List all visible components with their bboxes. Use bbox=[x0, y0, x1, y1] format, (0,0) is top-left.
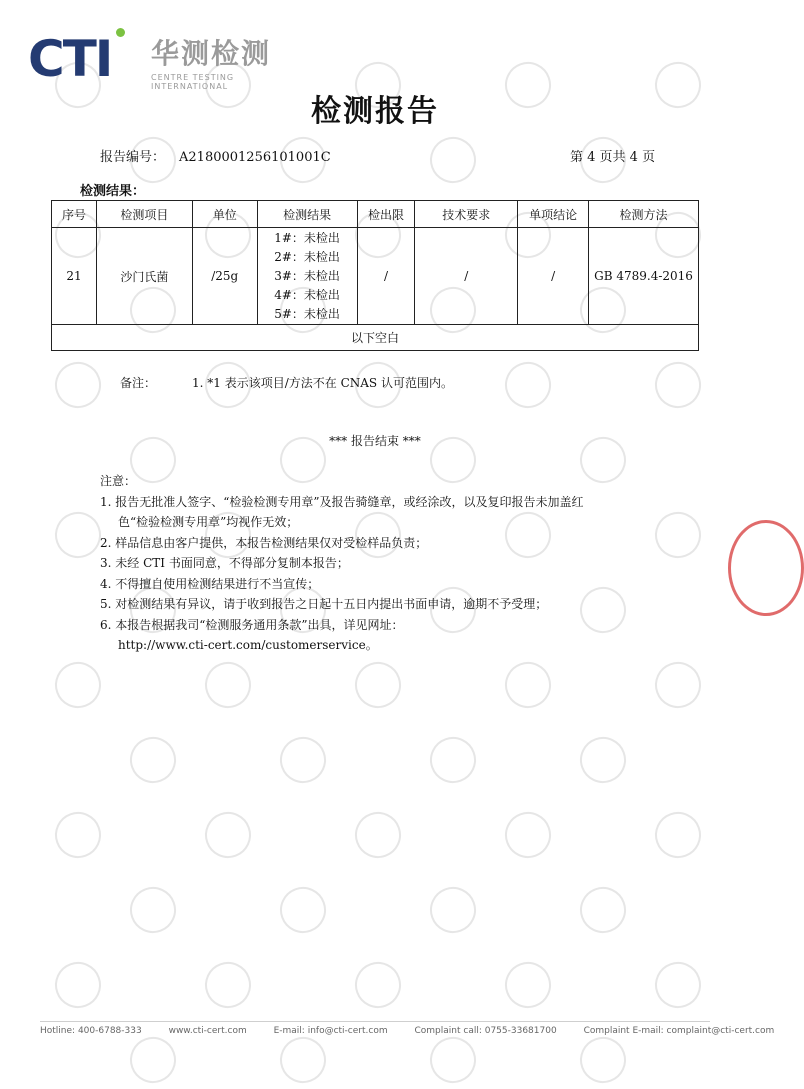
footer-complaint-call: Complaint call: 0755-33681700 bbox=[414, 1026, 557, 1036]
cell-no: 21 bbox=[52, 228, 97, 325]
report-end-mark: *** 报告结束 *** bbox=[329, 434, 421, 448]
remarks bbox=[120, 374, 453, 391]
results-table bbox=[51, 200, 699, 351]
cell-unit: /25g bbox=[192, 228, 257, 325]
report-number-value: A2180001256101001C bbox=[179, 150, 331, 165]
footer bbox=[40, 1026, 775, 1036]
cell-method: GB 4789.4-2016 bbox=[589, 228, 699, 325]
result-entry: 4#：未检出 bbox=[274, 287, 340, 302]
col-header: 检测项目 bbox=[96, 201, 192, 228]
note-line: 1. 报告无批准人签字、“检验检测专用章”及报告骑缝章，或经涂改，以及复印报告未加盖红 bbox=[100, 494, 584, 509]
note-line: 色“检验检测专用章”均视作无效； bbox=[118, 515, 299, 529]
table-blank-row bbox=[52, 325, 699, 351]
report-number bbox=[100, 146, 331, 165]
col-header: 单项结论 bbox=[518, 201, 589, 228]
logo-name-cn: 华测检测 bbox=[151, 37, 272, 70]
col-header: 技术要求 bbox=[415, 201, 518, 228]
note-line: 3. 未经 CTI 书面同意，不得部分复制本报告； bbox=[100, 556, 349, 570]
col-header: 检测方法 bbox=[589, 201, 699, 228]
result-entry: 5#：未检出 bbox=[274, 306, 340, 321]
report-number-label: 报告编号： bbox=[100, 150, 166, 165]
footer-email: E-mail: info@cti-cert.com bbox=[273, 1026, 388, 1036]
cell-conclusion: / bbox=[518, 228, 589, 325]
col-header: 单位 bbox=[192, 201, 257, 228]
logo-dot-icon bbox=[116, 28, 125, 37]
remarks-label: 备注： bbox=[120, 376, 157, 390]
logo-brand: CTI bbox=[28, 30, 112, 88]
note-line: 2. 样品信息由客户提供，本报告检测结果仅对受检样品负责； bbox=[100, 535, 428, 550]
logo-name-en: CENTRE TESTING INTERNATIONAL bbox=[151, 73, 235, 91]
result-entry: 1#：未检出 bbox=[274, 230, 340, 245]
result-entry: 2#：未检出 bbox=[274, 249, 340, 264]
blank-note: 以下空白 bbox=[52, 325, 699, 351]
cell-results bbox=[257, 228, 357, 325]
remarks-text: 1. *1 表示该项目/方法不在 CNAS 认可范围内。 bbox=[192, 376, 453, 390]
col-header: 序号 bbox=[52, 201, 97, 228]
cell-item: 沙门氏菌 bbox=[96, 228, 192, 325]
result-entry: 3#：未检出 bbox=[274, 268, 340, 283]
footer-divider bbox=[40, 1021, 710, 1022]
footer-website: www.cti-cert.com bbox=[168, 1026, 247, 1036]
company-logo bbox=[28, 26, 288, 91]
footer-complaint-email: Complaint E-mail: complaint@cti-cert.com bbox=[583, 1026, 775, 1036]
page-info: 第 4 页共 4 页 bbox=[570, 150, 656, 165]
cell-requirement: / bbox=[415, 228, 518, 325]
note-url: http://www.cti-cert.com/customerservice。 bbox=[118, 638, 378, 652]
seal-stamp-icon bbox=[728, 520, 804, 616]
page-title: 检测报告 bbox=[311, 94, 439, 129]
note-line: 6. 本报告根据我司“检测服务通用条款”出具，详见网址： bbox=[100, 617, 404, 632]
table-header-row bbox=[52, 201, 699, 228]
note-line: 4. 不得擅自使用检测结果进行不当宣传； bbox=[100, 576, 320, 591]
footer-hotline: Hotline: 400-6788-333 bbox=[40, 1026, 142, 1036]
col-header: 检测结果 bbox=[257, 201, 357, 228]
section-label: 检测结果： bbox=[80, 184, 146, 199]
notes-heading: 注意： bbox=[100, 474, 137, 488]
notes bbox=[100, 471, 584, 656]
note-line: 5. 对检测结果有异议，请于收到报告之日起十五日内提出书面申请，逾期不予受理； bbox=[100, 597, 548, 611]
cell-limit: / bbox=[357, 228, 415, 325]
col-header: 检出限 bbox=[357, 201, 415, 228]
table-row bbox=[52, 228, 699, 325]
